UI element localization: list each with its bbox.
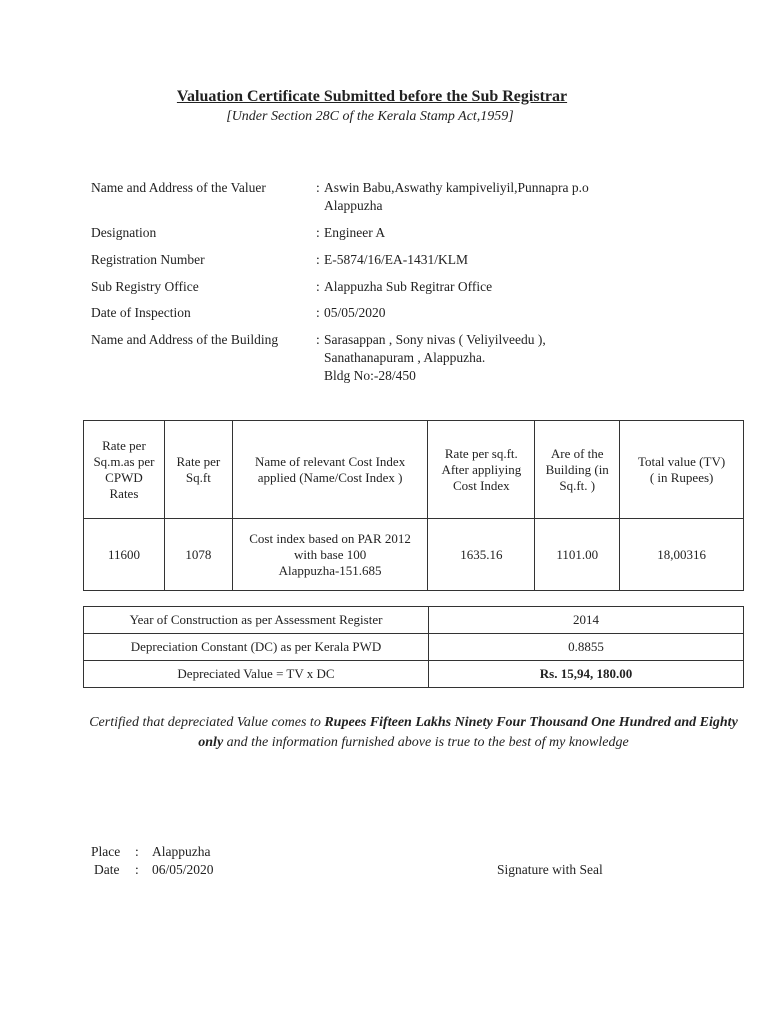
date-colon: : [135,862,139,877]
header-line: After appliying [441,461,522,477]
date-value: 06/05/2020 [152,862,214,877]
table-cell [164,519,232,591]
header-line: Building (in [545,461,609,477]
detail-value [324,331,546,385]
cert-amount-words: Rupees Fifteen Lakhs Ninety Four Thousand One Hundred and Eighty only [198,715,738,750]
table-cell [620,519,744,591]
date-label: Date [94,862,120,877]
column-header [620,421,744,519]
header-line: Rate per [176,453,221,469]
detail-value-line: E-5874/16/EA-1431/KLM [324,252,468,267]
place-colon: : [135,844,139,859]
cell-line: Alappuzha-151.685 [278,562,382,578]
header-line: applied (Name/Cost Index ) [257,469,403,485]
certification-statement [83,713,744,753]
detail-value-line: Aswin Babu,Aswathy kampiveliyil,Punnapra p.o [324,180,589,195]
detail-colon: : [316,332,320,347]
detail-label: Name and Address of the Valuer [91,180,266,195]
cell-line: Cost index based on PAR 2012 [249,530,411,546]
place-label: Place [91,844,121,859]
detail-value-line: Sanathanapuram , Alappuzha. [324,350,486,365]
document-subtitle: [Under Section 28C of the Kerala Stamp Act,1959] [226,109,514,124]
cell-line: 18,00316 [657,546,706,562]
place-value: Alappuzha [152,844,211,859]
depreciation-label: Depreciated Value = TV x DC [84,661,429,688]
detail-value [324,251,468,269]
header-line: ( in Rupees) [649,469,714,485]
column-header [428,421,535,519]
valuation-table-row [84,519,744,591]
detail-value [324,224,385,242]
depreciation-value: Rs. 15,94, 180.00 [429,661,744,688]
valuation-table [83,420,744,591]
detail-label: Designation [91,225,157,240]
detail-colon: : [316,252,320,267]
detail-value-line: Sarasappan , Sony nivas ( Veliyilveedu ), [324,332,546,347]
header-line: CPWD [105,469,143,485]
detail-value-line: Engineer A [324,225,386,240]
detail-colon: : [316,180,320,195]
depreciation-table [83,606,744,688]
detail-value [324,304,386,322]
header-line: Rate per sq.ft. [444,445,518,461]
header-line: Sq.ft. ) [559,477,596,493]
valuation-table-header [84,421,744,519]
detail-value-line: 05/05/2020 [324,305,386,320]
cell-line: 1635.16 [460,546,503,562]
detail-value [324,278,492,296]
detail-label: Sub Registry Office [91,279,199,294]
header-line: Sq.m.as per [93,453,155,469]
column-header [232,421,428,519]
detail-value-line: Alappuzha [324,198,383,213]
detail-colon: : [316,279,320,294]
depreciation-label: Depreciation Constant (DC) as per Kerala PWD [84,634,429,661]
cell-line: 1078 [185,546,212,562]
header-line: Are of the [550,445,604,461]
cell-line: with base 100 [294,546,367,562]
table-cell [428,519,535,591]
depreciation-row [84,607,744,634]
cert-prefix: Certified that depreciated Value comes to [89,715,325,730]
table-cell [84,519,165,591]
table-cell [232,519,428,591]
detail-colon: : [316,225,320,240]
table-cell [535,519,620,591]
header-line: Name of relevant Cost Index [255,453,406,469]
detail-label: Date of Inspection [91,305,191,320]
detail-value-line: Bldg No:-28/450 [324,368,416,383]
depreciation-value: 0.8855 [429,634,744,661]
detail-colon: : [316,305,320,320]
header-line: Total value (TV) [638,453,726,469]
header-line: Rate per [102,437,146,453]
detail-label: Name and Address of the Building [91,332,279,347]
signature-label: Signature with Seal [497,862,603,877]
column-header [535,421,620,519]
header-line: Cost Index [452,477,510,493]
depreciation-row [84,634,744,661]
column-header [84,421,165,519]
header-line: Sq.ft [185,469,211,485]
cell-line: 11600 [107,546,140,562]
depreciation-label: Year of Construction as per Assessment Register [84,607,429,634]
depreciation-value: 2014 [429,607,744,634]
document-title: Valuation Certificate Submitted before the Sub Registrar [176,88,568,105]
cert-suffix: and the information furnished above is true to the best of my knowledge [223,735,629,750]
depreciation-row [84,661,744,688]
detail-value [324,179,589,215]
column-header [164,421,232,519]
detail-value-line: Alappuzha Sub Regitrar Office [324,279,493,294]
detail-label: Registration Number [91,252,205,267]
header-line: Rates [109,485,139,501]
cell-line: 1101.00 [556,546,599,562]
